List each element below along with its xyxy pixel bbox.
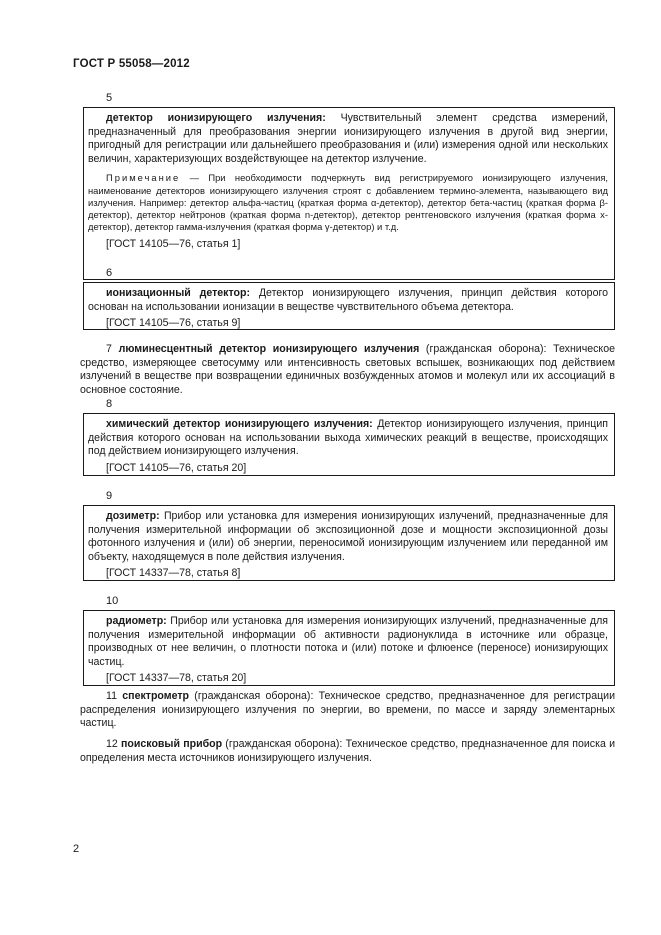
- definition: Детектор ионизирующего излучения, принцип действия которого основан на использовании ионизации в веществе чувствительного объема детектора.: [88, 287, 608, 313]
- term-entry-box: [83, 505, 615, 581]
- reference: [ГОСТ 14105—76, статья 1]: [106, 238, 241, 251]
- document-header: ГОСТ Р 55058—2012: [73, 58, 190, 70]
- page-number: 2: [73, 843, 80, 855]
- reference: [ГОСТ 14337—78, статья 20]: [106, 672, 247, 685]
- reference: [ГОСТ 14105—76, статья 9]: [106, 317, 241, 330]
- paragraph-number: 7: [106, 343, 112, 355]
- entry-text: [88, 112, 608, 166]
- definition-paragraph: [80, 690, 615, 731]
- definition: Прибор или установка для измерения ионизирующих излучений, предназначенные для получения измерительной информации об активности радионуклида в источнике или образце, производных от нее величин, о плотности потока и (или) потоке и флюенсе (переносе) ионизирующих частиц.: [88, 615, 608, 668]
- entry-number: 10: [106, 595, 119, 607]
- entry-number: 8: [106, 398, 113, 410]
- term-entry-box: [83, 107, 615, 280]
- paragraph-number: 11: [106, 690, 117, 702]
- term: химический детектор ионизирующего излучения:: [106, 418, 373, 430]
- entry-text: [88, 510, 608, 564]
- definition-paragraph: [80, 343, 615, 397]
- term: спектрометр: [122, 690, 190, 702]
- note-label: Примечание: [106, 172, 181, 184]
- entry-note: [88, 172, 608, 233]
- definition: Прибор или установка для измерения ионизирующих излучений, предназначенные для получения измерительной информации об экспозиционной дозе и мощности экспозиционной дозы фотонного излучения и (или) об энергии, переносимой ионизирующим излучением или переданной им объекту, находящемуся в поле действия излучения.: [88, 510, 608, 563]
- definition: (гражданская оборона): Техническое средство, измеряющее светосумму или интенсивность световых вспышек, возникающих под действием излучений в веществе при возвращении единичных возбужденных атомов и молекул или их ассоциаций в основное состояние.: [80, 343, 615, 396]
- reference: [ГОСТ 14105—76, статья 20]: [106, 461, 247, 474]
- definition: Чувствительный элемент средства измерений, предназначенный для преобразования энергии ионизирующего излучения в другой вид энергии, пригодный для регистрации или дальнейшего преобразования и (или) измерения одной или нескольких величин, характеризующих воздействующее на детектор излучение.: [88, 112, 608, 165]
- term: дозиметр:: [106, 510, 160, 522]
- term-entry-box: [83, 610, 615, 686]
- entry-number: 5: [106, 92, 113, 104]
- definition-paragraph: [80, 738, 615, 765]
- definition: (гражданская оборона): Техническое средство, предназначенное для регистрации распределения ионизирующего излучения по энергии, во времени, по массе и заряду элементарных частиц.: [80, 690, 615, 730]
- paragraph-number: 12: [106, 738, 118, 750]
- term: радиометр:: [106, 615, 167, 627]
- term-entry-box: [83, 282, 615, 330]
- entry-number: 9: [106, 490, 113, 502]
- definition: (гражданская оборона): Техническое средство, предназначенное для поиска и определения места источников ионизирующего излучения.: [80, 738, 615, 764]
- entry-number: 6: [106, 267, 113, 279]
- term-entry-box: [83, 413, 615, 476]
- reference: [ГОСТ 14337—78, статья 8]: [106, 567, 241, 580]
- term: детектор ионизирующего излучения:: [106, 112, 326, 124]
- term: люминесцентный детектор ионизирующего излучения: [118, 343, 420, 355]
- entry-text: [88, 418, 608, 459]
- definition: Детектор ионизирующего излучения, принцип действия которого основан на использовании выхода химических реакций в веществе, происходящих под действием ионизирующего излучения.: [88, 418, 608, 458]
- entry-text: [88, 287, 608, 314]
- entry-text: [88, 615, 608, 669]
- term: поисковый прибор: [121, 738, 223, 750]
- term: ионизационный детектор:: [106, 287, 250, 299]
- note-text: — При необходимости подчеркнуть вид регистрируемого ионизирующего излучения, наименование детекторов ионизирующего излучения строят с добавлением термино-элемента, называющего вид излучения. Например: детектор альфа-частиц (краткая форма α-детектор), детектор бета-частиц (краткая форма β-детектор), детектор нейтронов (краткая форма n-детектор), детектор рентгеновского излучения (краткая форма x-детектор), детектор гамма-излучения (краткая форма γ-детектор) и т.д.: [88, 172, 608, 233]
